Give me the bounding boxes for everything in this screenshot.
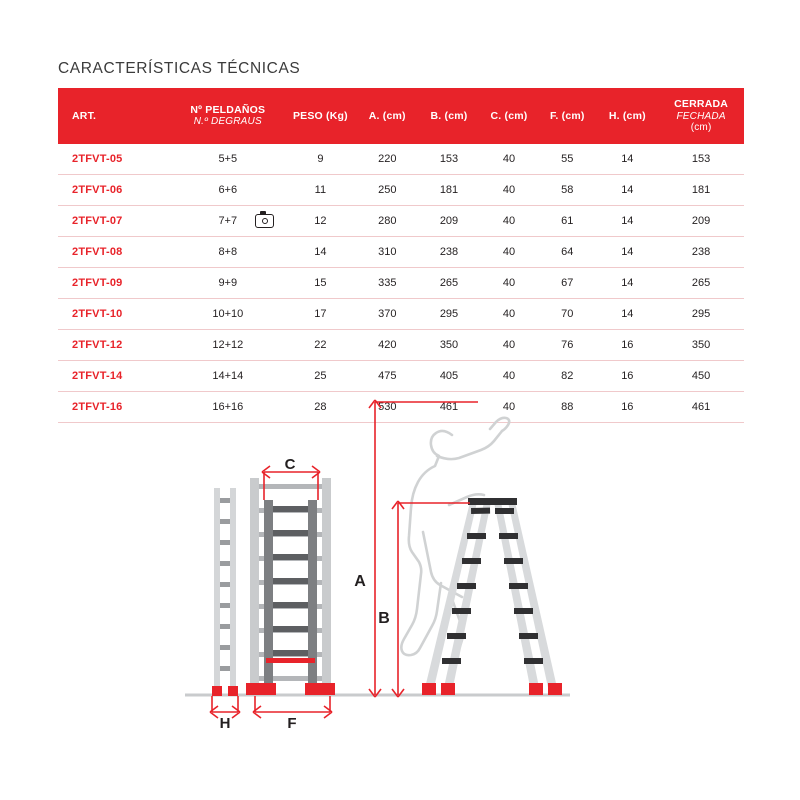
column-header-b xyxy=(418,88,480,144)
cell-b: 153 xyxy=(418,144,480,175)
cell-cerrada: 181 xyxy=(658,175,744,206)
table-row xyxy=(58,144,744,175)
cell-peldanos: 9+9 xyxy=(171,268,284,299)
cell-a: 420 xyxy=(356,330,418,361)
cell-code: 2TFVT-06 xyxy=(58,175,171,206)
cell-peldanos: 8+8 xyxy=(171,237,284,268)
cell-peldanos xyxy=(171,206,284,237)
cell-f: 70 xyxy=(538,299,596,330)
diagram-svg xyxy=(0,380,800,780)
dimension-label-c: C xyxy=(284,456,296,473)
cell-b: 461 xyxy=(418,392,480,423)
cell-b: 209 xyxy=(418,206,480,237)
cell-cerrada: 450 xyxy=(658,361,744,392)
cell-f: 58 xyxy=(538,175,596,206)
cell-f: 55 xyxy=(538,144,596,175)
cell-b: 350 xyxy=(418,330,480,361)
cell-h: 14 xyxy=(596,206,658,237)
ladder-dimension-diagram xyxy=(0,380,800,780)
cell-cerrada: 295 xyxy=(658,299,744,330)
cell-f: 88 xyxy=(538,392,596,423)
column-header-art-label: ART. xyxy=(72,109,97,122)
cell-code: 2TFVT-08 xyxy=(58,237,171,268)
dimension-label-a: A xyxy=(354,573,366,590)
cell-peso: 28 xyxy=(284,392,356,423)
open-ladder xyxy=(422,498,562,695)
cell-a: 220 xyxy=(356,144,418,175)
cell-b: 181 xyxy=(418,175,480,206)
cell-cerrada: 461 xyxy=(658,392,744,423)
cell-peso: 12 xyxy=(284,206,356,237)
column-header-a-label: A. (cm) xyxy=(368,109,406,122)
cell-h: 14 xyxy=(596,299,658,330)
cell-b: 265 xyxy=(418,268,480,299)
cell-peso: 25 xyxy=(284,361,356,392)
specs-table-wrapper xyxy=(58,88,744,423)
closed-ladder-front-view xyxy=(246,478,335,695)
cell-h: 14 xyxy=(596,175,658,206)
human-silhouette xyxy=(401,418,509,666)
cell-f: 67 xyxy=(538,268,596,299)
cell-peldanos: 14+14 xyxy=(171,361,284,392)
dimension-label-f: F xyxy=(287,715,297,732)
cell-a: 310 xyxy=(356,237,418,268)
cell-a: 335 xyxy=(356,268,418,299)
table-row xyxy=(58,206,744,237)
cell-f: 82 xyxy=(538,361,596,392)
column-header-b-label: B. (cm) xyxy=(430,109,468,122)
cell-peldanos: 10+10 xyxy=(171,299,284,330)
cell-cerrada: 350 xyxy=(658,330,744,361)
table-row xyxy=(58,268,744,299)
column-header-f xyxy=(538,88,596,144)
cell-peso: 14 xyxy=(284,237,356,268)
cell-c: 40 xyxy=(480,175,538,206)
cell-c: 40 xyxy=(480,206,538,237)
cell-peso: 15 xyxy=(284,268,356,299)
cell-a: 475 xyxy=(356,361,418,392)
cell-c: 40 xyxy=(480,330,538,361)
cell-peldanos: 6+6 xyxy=(171,175,284,206)
cell-code: 2TFVT-05 xyxy=(58,144,171,175)
column-header-peso xyxy=(284,88,356,144)
cell-b: 295 xyxy=(418,299,480,330)
cell-a: 370 xyxy=(356,299,418,330)
cell-h: 16 xyxy=(596,361,658,392)
column-header-peldanos-sublabel: N.º DEGRAUS xyxy=(193,116,262,128)
column-header-h xyxy=(596,88,658,144)
cell-b: 405 xyxy=(418,361,480,392)
cell-cerrada: 238 xyxy=(658,237,744,268)
cell-code: 2TFVT-12 xyxy=(58,330,171,361)
column-header-h-label: H. (cm) xyxy=(608,109,646,122)
cell-code: 2TFVT-09 xyxy=(58,268,171,299)
cell-code: 2TFVT-10 xyxy=(58,299,171,330)
cell-peso: 9 xyxy=(284,144,356,175)
cell-a: 280 xyxy=(356,206,418,237)
cell-cerrada: 265 xyxy=(658,268,744,299)
column-header-cerrada xyxy=(658,88,744,144)
dimension-label-b: B xyxy=(378,610,390,627)
cell-h: 16 xyxy=(596,330,658,361)
cell-b: 238 xyxy=(418,237,480,268)
cell-cerrada: 153 xyxy=(658,144,744,175)
table-header-row xyxy=(58,88,744,144)
cell-peldanos: 5+5 xyxy=(171,144,284,175)
column-header-peldanos-label: Nº PELDAÑOS xyxy=(190,104,266,117)
cell-c: 40 xyxy=(480,299,538,330)
cell-f: 61 xyxy=(538,206,596,237)
column-header-cerrada-label: CERRADA xyxy=(674,98,729,111)
column-header-peso-label: PESO (Kg) xyxy=(292,109,348,122)
cell-peldanos: 16+16 xyxy=(171,392,284,423)
column-header-f-label: F. (cm) xyxy=(549,109,585,122)
cell-peldanos: 12+12 xyxy=(171,330,284,361)
page-title: CARACTERÍSTICAS TÉCNICAS xyxy=(58,60,301,77)
cell-peso: 11 xyxy=(284,175,356,206)
column-header-peldanos xyxy=(171,88,284,144)
table-row xyxy=(58,330,744,361)
dimension-label-h: H xyxy=(219,715,231,732)
cell-a: 530 xyxy=(356,392,418,423)
closed-ladder-side-view xyxy=(212,488,238,696)
cell-c: 40 xyxy=(480,268,538,299)
cell-peldanos-value: 7+7 xyxy=(218,215,238,227)
specs-table xyxy=(58,88,744,423)
cell-f: 64 xyxy=(538,237,596,268)
table-row xyxy=(58,175,744,206)
column-header-c xyxy=(480,88,538,144)
cell-code: 2TFVT-14 xyxy=(58,361,171,392)
cell-c: 40 xyxy=(480,361,538,392)
column-header-a xyxy=(356,88,418,144)
cell-c: 40 xyxy=(480,237,538,268)
cell-code: 2TFVT-07 xyxy=(58,206,171,237)
column-header-art xyxy=(58,88,171,144)
column-header-cerrada-unit: (cm) xyxy=(690,122,712,134)
cell-c: 40 xyxy=(480,392,538,423)
cell-h: 14 xyxy=(596,268,658,299)
cell-peso: 22 xyxy=(284,330,356,361)
cell-cerrada: 209 xyxy=(658,206,744,237)
cell-h: 14 xyxy=(596,144,658,175)
camera-icon xyxy=(255,214,274,228)
table-row xyxy=(58,237,744,268)
cell-code: 2TFVT-16 xyxy=(58,392,171,423)
cell-f: 76 xyxy=(538,330,596,361)
column-header-cerrada-sublabel: FECHADA xyxy=(676,110,726,122)
cell-h: 16 xyxy=(596,392,658,423)
cell-h: 14 xyxy=(596,237,658,268)
column-header-c-label: C. (cm) xyxy=(490,109,528,122)
cell-c: 40 xyxy=(480,144,538,175)
cell-a: 250 xyxy=(356,175,418,206)
cell-peso: 17 xyxy=(284,299,356,330)
table-row xyxy=(58,299,744,330)
